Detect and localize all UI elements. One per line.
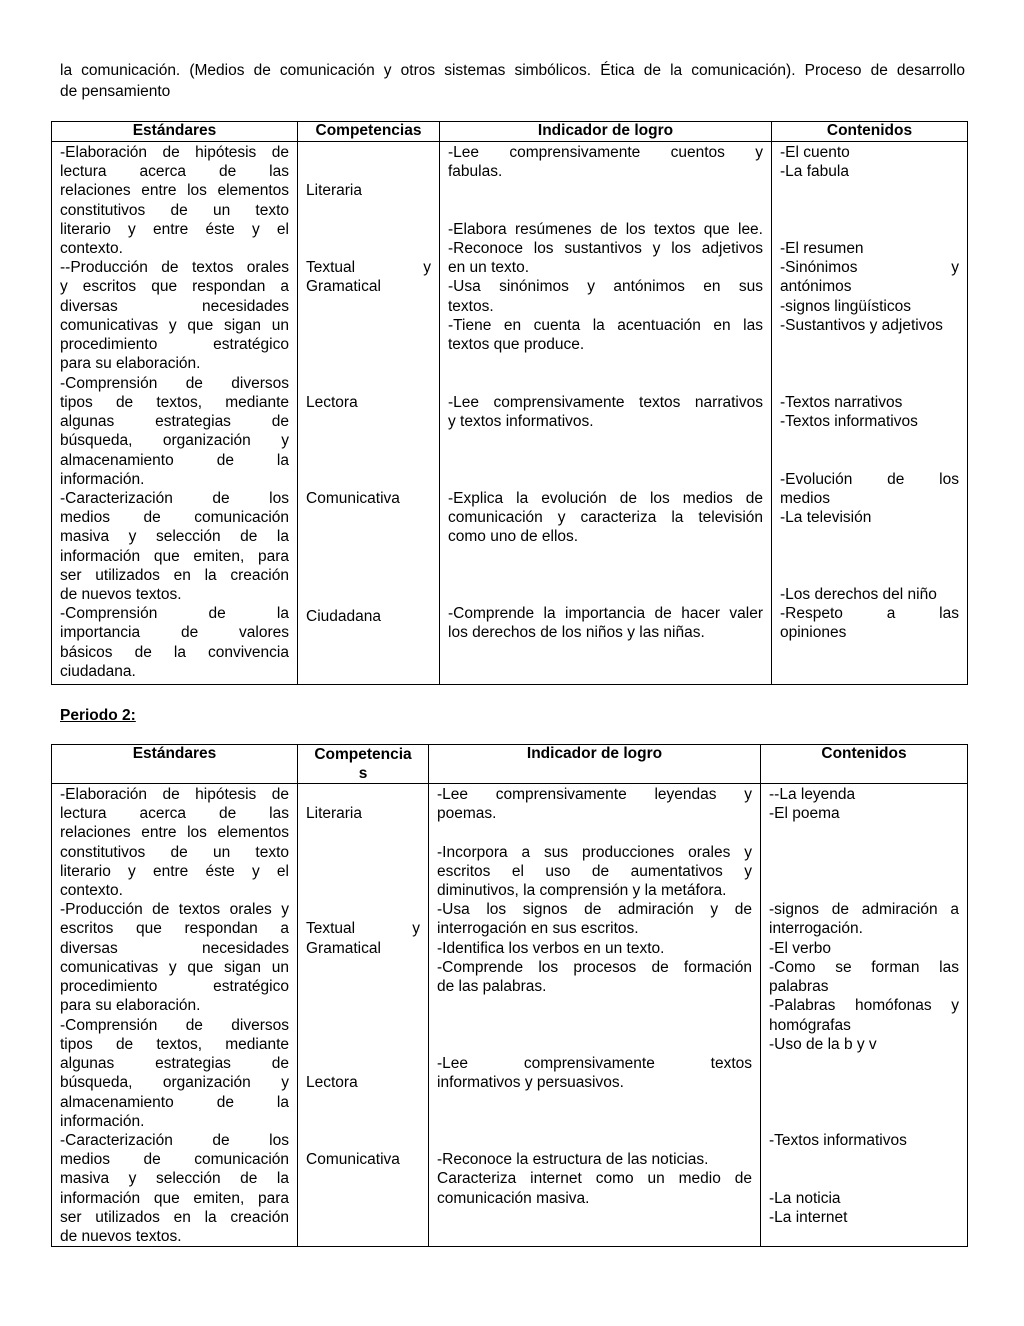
text-line: masiva y selección de la	[60, 528, 289, 545]
text-line: -signos lingüísticos	[780, 298, 911, 315]
text-line: Gramatical	[306, 940, 381, 957]
text-line: -Comprensión de diversos	[60, 1017, 289, 1034]
text-line: medios	[780, 490, 830, 507]
text-line: de nuevos textos.	[60, 586, 182, 603]
text-line: -Textos informativos	[780, 413, 918, 430]
text-line: literario y entre éste y el	[60, 221, 289, 238]
text-line: -Textos narrativos	[780, 394, 903, 411]
intro-paragraph	[60, 60, 965, 102]
text-line: informativos y persuasivos.	[437, 1074, 624, 1091]
period-2-title: Periodo 2:	[60, 707, 136, 724]
text-line: Gramatical	[306, 278, 381, 295]
text-line: Lectora	[306, 1074, 358, 1091]
text-line: Lectora	[306, 394, 358, 411]
text-line: -Uso de la b y v	[769, 1036, 877, 1053]
text-line: -El verbo	[769, 940, 832, 957]
text-line: comunicación y caracteriza la televisión	[448, 509, 763, 526]
text-line: -Sustantivos y adjetivos	[780, 317, 943, 334]
text-line: información que emiten, para	[60, 548, 289, 565]
text-line: -Los derechos del niño	[780, 586, 937, 603]
header-estandares: Estándares	[52, 745, 298, 784]
text-line: -El resumen	[780, 240, 864, 257]
text-line: -La televisión	[780, 509, 872, 526]
text-line: lectura acerca de las	[60, 805, 289, 822]
text-line: básicos de la convivencia	[60, 644, 289, 661]
header-contenidos: Contenidos	[761, 745, 968, 784]
text-line: algunas estrategias de	[60, 413, 289, 430]
text-line: medios de comunicación	[60, 509, 289, 526]
text-line: y textos informativos.	[448, 413, 594, 430]
text-line: -Comprensión de la	[60, 605, 289, 622]
text-line: -Lee comprensivamente textos	[437, 1055, 752, 1072]
text-line: -signos de admiración a	[769, 901, 959, 918]
text-line: escritos el uso de aumentativos y	[437, 863, 752, 880]
text-line: medios de comunicación	[60, 1151, 289, 1168]
table-periodo-1	[51, 121, 968, 685]
text-line: masiva y selección de la	[60, 1170, 289, 1187]
cell-contenidos	[772, 142, 968, 685]
text-line: relaciones entre los elementos	[60, 182, 289, 199]
text-line: búsqueda, organización y	[60, 1074, 289, 1091]
text-line: Textual y	[306, 920, 420, 937]
text-line: antónimos	[780, 278, 852, 295]
text-line: Textual y	[306, 259, 431, 276]
header-competencias: Competencias	[298, 122, 440, 142]
text-line: -Lee comprensivamente cuentos y	[448, 144, 763, 161]
text-line: -Palabras homófonas y	[769, 997, 959, 1014]
text-line: diversas necesidades	[60, 940, 289, 957]
text-line: -Usa los signos de admiración y de	[437, 901, 752, 918]
text-line: procedimiento estratégico	[60, 978, 289, 995]
text-line: escritos que respondan a	[60, 920, 289, 937]
text-line: palabras	[769, 978, 829, 995]
text-line: diminutivos, la comprensión y la metáfora.	[437, 882, 727, 899]
text-line: Ciudadana	[306, 608, 381, 625]
text-line: poemas.	[437, 805, 497, 822]
cell-contenidos	[761, 784, 968, 1247]
text-line: tipos de textos, mediante	[60, 1036, 289, 1053]
text-line: --La leyenda	[769, 786, 856, 803]
text-line: -Tiene en cuenta la acentuación en las	[448, 317, 763, 334]
header-estandares: Estándares	[52, 122, 298, 142]
text-line: Literaria	[306, 805, 362, 822]
text-line: -Caracterización de los	[60, 490, 289, 507]
text-line: comunicativas y que sigan un	[60, 317, 289, 334]
text-line: lectura acerca de las	[60, 163, 289, 180]
text-line: tipos de textos, mediante	[60, 394, 289, 411]
text-line: -La internet	[769, 1209, 848, 1226]
text-line: -Elabora resúmenes de los textos que lee.	[448, 221, 763, 238]
text-line: contexto.	[60, 882, 123, 899]
text-line: interrogación en sus escritos.	[437, 920, 639, 937]
text-line: -Lee comprensivamente leyendas y	[437, 786, 752, 803]
text-line: -Como se forman las	[769, 959, 959, 976]
text-line: -Incorpora a sus producciones orales y	[437, 844, 752, 861]
text-line: -Lee comprensivamente textos narrativos	[448, 394, 763, 411]
text-line: -Reconoce la estructura de las noticias.	[437, 1151, 709, 1168]
table-header-row	[52, 745, 968, 784]
text-line: textos.	[448, 298, 494, 315]
cell-indicador	[440, 142, 772, 685]
text-line: -Comprensión de diversos	[60, 375, 289, 392]
table-row	[52, 142, 968, 685]
intro-line: la comunicación. (Medios de comunicación y otros sistemas simbólicos. Ética de la comunicación). Proceso de desarrollo	[60, 62, 965, 79]
text-line: de las palabras.	[437, 978, 547, 995]
text-line: algunas estrategias de	[60, 1055, 289, 1072]
text-line: -Sinónimos y	[780, 259, 959, 276]
text-line: Caracteriza internet como un medio de	[437, 1170, 752, 1187]
text-line: procedimiento estratégico	[60, 336, 289, 353]
header-contenidos: Contenidos	[772, 122, 968, 142]
text-line: información.	[60, 1113, 145, 1130]
text-line: para su elaboración.	[60, 997, 201, 1014]
text-line: información.	[60, 471, 145, 488]
text-line: -Comprende la importancia de hacer valer	[448, 605, 763, 622]
text-line: almacenamiento de la	[60, 1094, 289, 1111]
table-row	[52, 784, 968, 1247]
text-line: constitutivos de un texto	[60, 202, 289, 219]
text-line: Literaria	[306, 182, 362, 199]
text-line: importancia de valores	[60, 624, 289, 641]
header-indicador: Indicador de logro	[440, 122, 772, 142]
text-line: -Respeto a las	[780, 605, 959, 622]
text-line: -La noticia	[769, 1190, 841, 1207]
table-periodo-2	[51, 744, 968, 1247]
text-line: información que emiten, para	[60, 1190, 289, 1207]
text-line: --Producción de textos orales	[60, 259, 289, 276]
text-line: -Elaboración de hipótesis de	[60, 144, 289, 161]
text-line: contexto.	[60, 240, 123, 257]
text-line: para su elaboración.	[60, 355, 201, 372]
text-line: de nuevos textos.	[60, 1228, 182, 1245]
text-line: los derechos de los niños y las niñas.	[448, 624, 705, 641]
text-line: en un texto.	[448, 259, 530, 276]
text-line: -El cuento	[780, 144, 850, 161]
table-header-row	[52, 122, 968, 142]
cell-competencias	[298, 784, 429, 1247]
text-line: comunicación masiva.	[437, 1190, 590, 1207]
cell-indicador	[429, 784, 761, 1247]
text-line: opiniones	[780, 624, 847, 641]
text-line: y escritos que respondan a	[60, 278, 289, 295]
text-line: -Caracterización de los	[60, 1132, 289, 1149]
header-indicador: Indicador de logro	[429, 745, 761, 784]
cell-competencias	[298, 142, 440, 685]
text-line: literario y entre éste y el	[60, 863, 289, 880]
text-line: -Explica la evolución de los medios de	[448, 490, 763, 507]
text-line: -La fabula	[780, 163, 849, 180]
cell-estandares	[52, 142, 298, 685]
text-line: -Comprende los procesos de formación	[437, 959, 752, 976]
text-line: Comunicativa	[306, 490, 400, 507]
intro-line: de pensamiento	[60, 83, 171, 100]
text-line: -Producción de textos orales y	[60, 901, 289, 918]
text-line: constitutivos de un texto	[60, 844, 289, 861]
text-line: búsqueda, organización y	[60, 432, 289, 449]
text-line: diversas necesidades	[60, 298, 289, 315]
text-line: como uno de ellos.	[448, 528, 579, 545]
text-line: almacenamiento de la	[60, 452, 289, 469]
text-line: -Evolución de los	[780, 471, 959, 488]
text-line: ser utilizados en la creación	[60, 567, 289, 584]
text-line: homógrafas	[769, 1017, 851, 1034]
text-line: fabulas.	[448, 163, 503, 180]
text-line: interrogación.	[769, 920, 863, 937]
header-competencias-line: s	[358, 765, 368, 782]
text-line: -Usa sinónimos y antónimos en sus	[448, 278, 763, 295]
text-line: -Textos informativos	[769, 1132, 907, 1149]
header-competencias	[298, 745, 429, 784]
text-line: -Elaboración de hipótesis de	[60, 786, 289, 803]
text-line: -Identifica los verbos en un texto.	[437, 940, 665, 957]
text-line: Comunicativa	[306, 1151, 400, 1168]
text-line: relaciones entre los elementos	[60, 824, 289, 841]
text-line: textos que produce.	[448, 336, 585, 353]
cell-estandares	[52, 784, 298, 1247]
text-line: -El poema	[769, 805, 840, 822]
header-competencias-line: Competencia	[314, 746, 412, 763]
text-line: comunicativas y que sigan un	[60, 959, 289, 976]
text-line: ciudadana.	[60, 663, 136, 680]
text-line: ser utilizados en la creación	[60, 1209, 289, 1226]
text-line: -Reconoce los sustantivos y los adjetivos	[448, 240, 763, 257]
